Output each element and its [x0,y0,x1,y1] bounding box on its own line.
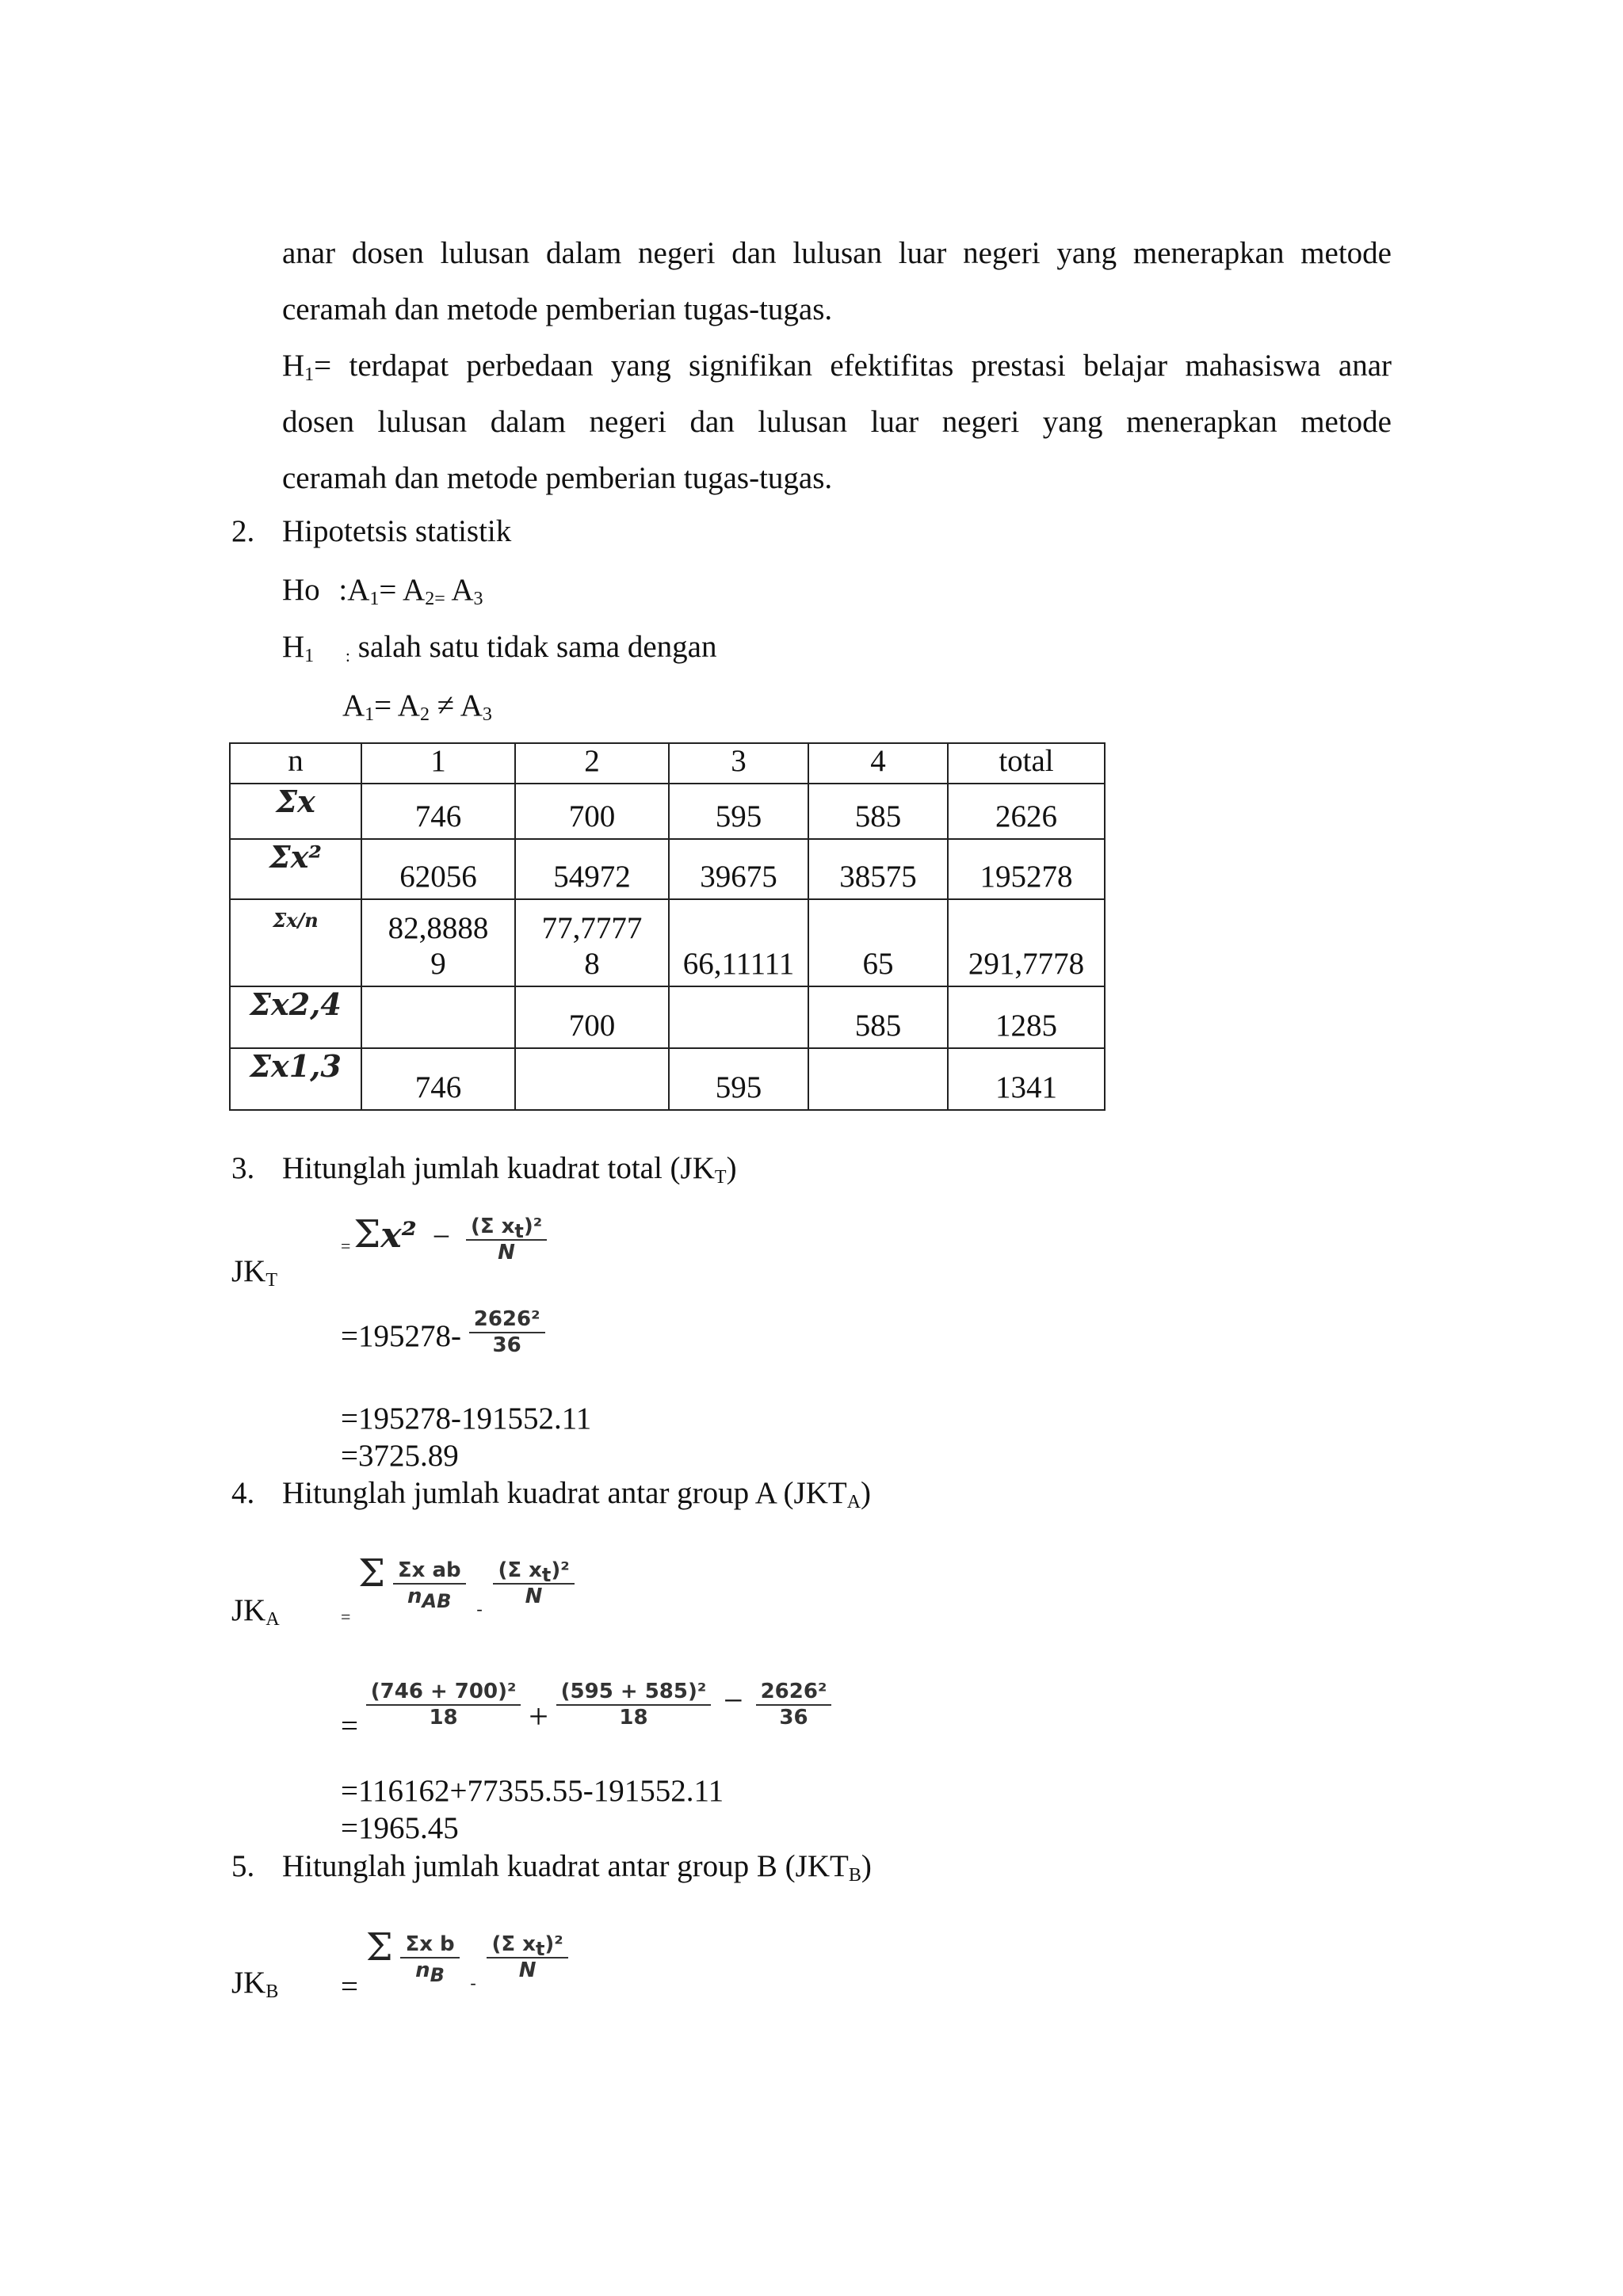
sigma-icon: Σ [365,1925,393,1970]
subscript: A [846,1492,861,1512]
paragraph-line: dosen lulusan dalam negeri dan lulusan luar negeri yang menerapkan metode [282,405,1392,439]
num-part: (Σ x [498,1558,542,1582]
fraction [756,1680,832,1730]
table-cell: 77,7777 8 [515,899,669,986]
table-cell: 38575 [808,839,948,899]
fraction-numerator: Σx b [400,1932,459,1958]
fraction [366,1680,521,1730]
table-cell: 65 [808,899,948,986]
title-end: ) [861,1476,872,1510]
item-number: 2. [231,514,255,548]
num-part: (Σ x [470,1214,515,1238]
plus-sign: + [529,1697,548,1737]
fraction-numerator: 2626² [756,1680,832,1706]
fraction [393,1558,466,1613]
equals-sign: = [341,1236,351,1256]
item-title [282,1848,872,1886]
paragraph-line: ceramah dan metode pemberian tugas-tugas. [282,292,833,326]
table-cell: 746 [361,1048,515,1110]
subscript: B [430,1964,445,1987]
table-row [230,1048,1105,1110]
num-end: )² [551,1558,570,1582]
h1-subscript: 1 [304,364,315,385]
subscript: A [265,1609,280,1630]
equals-sign: = [341,1709,358,1744]
title-text: Hitunglah jumlah kuadrat total (JK [282,1151,715,1185]
fraction [469,1307,545,1358]
fraction-numerator [493,1558,574,1585]
table-row [230,839,1105,899]
item-title: Hipotetsis statistik [282,514,512,548]
h1-expression [342,688,492,725]
num-end: )² [523,1214,543,1238]
step-1 [341,1307,545,1358]
h1-label: H [282,630,305,664]
minus-sign: − [432,1219,451,1254]
title-text: Hitunglah jumlah kuadrat antar group B (JKT [282,1849,849,1883]
table-row [230,784,1105,839]
paragraph-line: anar dosen lulusan dalam negeri dan lulusan luar negeri yang menerapkan metode [282,236,1392,270]
subscript: t [541,1563,552,1586]
subscript: t [514,1219,524,1242]
title-end: ) [861,1849,872,1883]
subscript: 1 [365,704,375,725]
table-cell: 66,11111 [669,899,808,986]
paragraph-continuation [282,225,1392,338]
fraction-denominator [400,1958,459,1987]
row-label: Σx² [269,838,323,875]
table-cell: 585 [808,986,948,1048]
table-row [230,986,1105,1048]
ho-label: Ho [282,573,320,607]
table-header-cell: 3 [669,743,808,784]
sigma-icon: Σ [353,1212,381,1257]
paragraph-line: ceramah dan metode pemberian tugas-tugas. [282,461,833,495]
formula-jkb [341,1925,568,2006]
minus-sign: − [724,1681,743,1721]
expr-part: ≠ A [429,688,483,723]
table-cell: 700 [515,784,669,839]
table-cell: 1285 [948,986,1105,1048]
h1-text: = terdapat perbedaan yang signifikan efektifitas prestasi belajar mahasiswa anar [314,349,1392,383]
table-cell: 291,7778 [948,899,1105,986]
jk-label [231,1592,280,1630]
item-number: 5. [231,1849,255,1883]
fraction [400,1932,459,1987]
den-part: n [415,1958,430,1983]
item-number: 3. [231,1151,255,1185]
formula-jkt [341,1212,547,1265]
fraction [487,1932,567,1983]
fraction-denominator: 18 [619,1706,648,1730]
step-2: =116162+77355.55-191552.11 [341,1774,724,1808]
subscript: T [265,1270,278,1291]
table-cell: 54972 [515,839,669,899]
row-label: Σx [276,783,315,819]
sigma-icon: Σ [358,1551,386,1596]
subscript: 2= [425,589,445,609]
expr-part: = A [374,688,420,723]
fraction-numerator: (595 + 585)² [556,1680,712,1706]
equals-sign: = [341,1607,351,1627]
fraction-numerator: 2626² [469,1307,545,1333]
step-3: =3725.89 [341,1439,459,1473]
item-number: 4. [231,1476,255,1510]
subscript: AB [422,1590,452,1613]
row-label-sum-x [230,784,361,839]
fraction-numerator: Σx ab [393,1558,466,1585]
fraction-numerator: (746 + 700)² [366,1680,521,1706]
subscript: 1 [369,589,380,609]
jk-text: JK [231,1254,266,1288]
jk-label [231,1253,277,1291]
h1-label: H [282,349,305,383]
fraction [556,1680,712,1730]
table-row [230,899,1105,986]
subscript: T [714,1167,727,1188]
ho-expr-end: A [445,573,474,607]
table-header-cell: n [230,743,361,784]
minus-sign: - [470,1973,476,1993]
x-squared: x² [380,1215,417,1256]
table-cell: 1341 [948,1048,1105,1110]
subscript: 1 [304,646,315,666]
paragraph-line [282,338,1392,394]
row-label-mean [230,899,361,986]
table-cell: 195278 [948,839,1105,899]
fraction-numerator [466,1215,547,1241]
item-title [282,1475,871,1512]
paragraph-h1-hypothesis [282,338,1392,506]
subscript: B [265,1981,279,2002]
row-label: Σx2,4 [250,986,342,1022]
table-header-row [230,743,1105,784]
subscript: t [535,1937,545,1960]
table-cell: 746 [361,784,515,839]
table-header-cell: total [948,743,1105,784]
table-cell: 39675 [669,839,808,899]
table-cell [361,986,515,1048]
den-part: n [407,1585,422,1609]
fraction-denominator: 36 [779,1706,808,1730]
step-prefix: =195278- [341,1318,461,1353]
fraction-denominator: N [525,1585,543,1609]
ho-expr-mid: = A [379,573,426,607]
row-label-sum-x-squared [230,839,361,899]
table-cell [669,986,808,1048]
row-label: Σx/n [273,908,319,932]
statistics-table [229,742,1106,1111]
fraction-denominator [393,1585,466,1613]
title-end: ) [726,1151,737,1185]
num-part: (Σ x [491,1932,536,1956]
subscript: 3 [482,704,492,725]
fraction [466,1215,547,1265]
subscript: 3 [473,589,483,609]
table-cell: 82,8888 9 [361,899,515,986]
step-3: =1965.45 [341,1811,459,1845]
table-header-cell: 1 [361,743,515,784]
ho-expr: :A [338,573,370,607]
ho-statement [282,572,483,609]
jk-label [231,1965,278,2002]
step-2: =195278-191552.11 [341,1402,592,1436]
row-label-sum-x13 [230,1048,361,1110]
table-cell: 595 [669,784,808,839]
fraction-numerator [487,1932,567,1958]
table-header-cell: 4 [808,743,948,784]
num-end: )² [544,1932,563,1956]
minus-sign: - [476,1599,483,1619]
fraction [493,1558,574,1609]
table-cell: 585 [808,784,948,839]
fraction-denominator: N [518,1958,537,1983]
subscript: B [848,1865,861,1886]
h1-text: salah satu tidak sama dengan [357,630,717,664]
title-text: Hitunglah jumlah kuadrat antar group A (JKT [282,1476,847,1510]
h1-colon: : [345,646,351,666]
subscript: 2 [419,704,430,725]
row-label: Σx1,3 [250,1047,342,1084]
fraction-denominator: 36 [492,1333,521,1358]
jk-text: JK [231,1966,266,2000]
expr-part: A [342,688,365,723]
fraction-denominator: 18 [429,1706,458,1730]
equals-sign: = [341,1970,358,2004]
table-cell: 700 [515,986,669,1048]
table-cell [808,1048,948,1110]
table-cell: 2626 [948,784,1105,839]
row-label-sum-x24 [230,986,361,1048]
table-cell [515,1048,669,1110]
jk-text: JK [231,1593,266,1627]
fraction-denominator: N [498,1241,515,1265]
table-cell: 595 [669,1048,808,1110]
table-header-cell: 2 [515,743,669,784]
table-cell: 62056 [361,839,515,899]
step-1 [341,1680,831,1745]
item-title [282,1150,737,1188]
h1-statement [282,629,717,666]
formula-jka [341,1551,575,1627]
